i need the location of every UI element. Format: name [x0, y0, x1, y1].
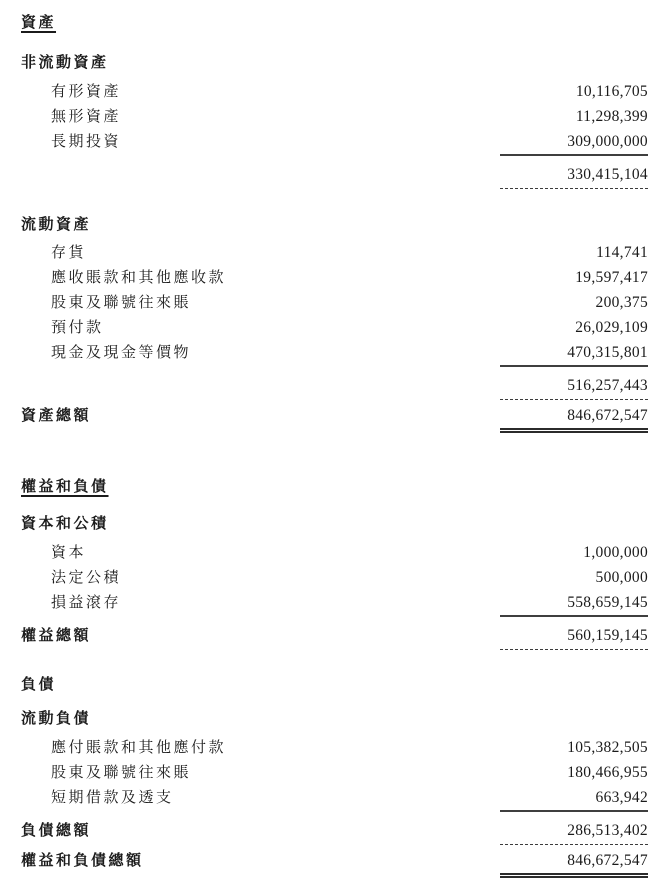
row-amount: 114,741: [596, 244, 648, 261]
line-item-row: [21, 79, 648, 104]
section-title-row: [21, 473, 648, 496]
row-label: 無形資產: [51, 108, 122, 125]
line-item-row: [21, 291, 648, 316]
row-amount: 200,375: [595, 294, 648, 311]
section-header-row: [21, 705, 648, 728]
row-label: 有形資產: [51, 83, 122, 100]
row-amount: 286,513,402: [500, 822, 648, 845]
total-row: [21, 403, 648, 433]
row-label: 長期投資: [51, 133, 122, 150]
row-amount: [500, 211, 648, 229]
row-label: 資產: [21, 15, 57, 31]
row-label: 資本: [51, 544, 87, 561]
subtotal-row: [21, 374, 648, 401]
section-header-row: [21, 49, 648, 72]
row-label: 應收賬款和其他應收款: [51, 270, 227, 286]
total-row: [21, 848, 648, 878]
row-amount: 846,672,547: [500, 852, 648, 878]
line-item-row: [21, 129, 648, 159]
row-amount: [500, 510, 648, 528]
section-gap: [21, 433, 648, 469]
line-item-row: [21, 104, 648, 129]
row-label: 應付賬款和其他應付款: [51, 739, 227, 756]
row-amount: 663,942: [500, 789, 648, 812]
line-item-row: [21, 266, 648, 291]
row-label: 預付款: [51, 320, 104, 336]
row-amount: 10,116,705: [575, 82, 648, 100]
row-label: 權益總額: [21, 628, 92, 644]
row-amount: 558,659,145: [500, 594, 648, 617]
section-header-row: [21, 510, 648, 533]
line-item-row: [21, 785, 648, 815]
row-label: 負債總額: [21, 823, 92, 839]
row-label: 權益和負債: [21, 479, 109, 495]
row-label: 資本和公積: [21, 516, 109, 532]
line-item-row: [21, 565, 648, 590]
row-label: 短期借款及透支: [51, 789, 174, 806]
row-amount: [500, 49, 648, 67]
line-item-row: [21, 316, 648, 341]
row-amount: 105,382,505: [567, 738, 648, 756]
row-label: 損益滾存: [51, 594, 122, 611]
row-amount: 180,466,955: [567, 763, 648, 781]
row-label: 股東及聯號往來賬: [51, 764, 192, 781]
line-item-row: [21, 760, 648, 785]
section-header-row: [21, 671, 648, 694]
line-item-row: [21, 735, 648, 760]
section-header-row: [21, 211, 648, 234]
row-label: 資產總額: [21, 408, 92, 424]
row-amount: [500, 705, 648, 723]
row-amount: 26,029,109: [575, 319, 648, 336]
line-item-row: [21, 590, 648, 620]
line-item-row: [21, 241, 648, 266]
row-amount: [500, 671, 648, 689]
row-label: 流動負債: [21, 711, 92, 727]
row-amount: 846,672,547: [500, 407, 648, 433]
row-amount: 470,315,801: [500, 344, 648, 367]
row-amount: [500, 9, 648, 27]
row-amount: 330,415,104: [500, 166, 648, 189]
row-amount: [500, 473, 648, 491]
row-label: 股東及聯號往來賬: [51, 295, 192, 311]
total-row: [21, 818, 648, 845]
row-label: 存貨: [51, 245, 87, 261]
row-label: 權益和負債總額: [21, 853, 144, 869]
subtotal-row: [21, 162, 648, 189]
line-item-row: [21, 341, 648, 371]
row-label: 流動資產: [21, 216, 92, 233]
total-row: [21, 623, 648, 650]
row-amount: 1,000,000: [583, 543, 648, 561]
row-label: 現金及現金等價物: [51, 345, 192, 361]
row-amount: 309,000,000: [500, 133, 648, 156]
row-label: 負債: [21, 677, 57, 693]
row-amount: 19,597,417: [575, 269, 648, 286]
row-amount: 516,257,443: [500, 377, 648, 400]
row-label: 法定公積: [51, 569, 122, 586]
row-amount: 500,000: [595, 568, 648, 586]
line-item-row: [21, 540, 648, 565]
row-label: 非流動資產: [21, 55, 109, 71]
row-amount: 11,298,399: [575, 107, 648, 125]
row-amount: 560,159,145: [500, 627, 648, 650]
section-title-row: [21, 9, 648, 32]
